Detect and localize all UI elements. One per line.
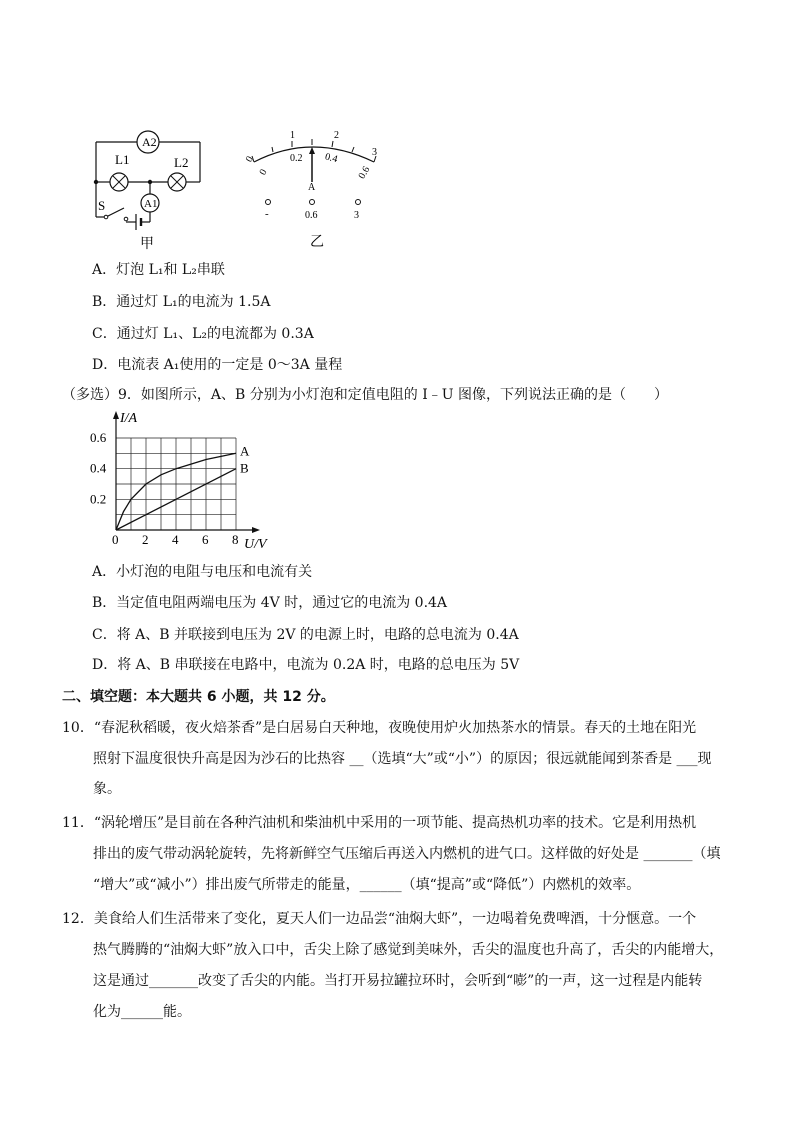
dial-zero-upper: 0 bbox=[243, 154, 256, 165]
svg-text:A2: A2 bbox=[142, 135, 157, 149]
bulb-l2-label: L2 bbox=[174, 155, 189, 170]
figure-caption-yi: 乙 bbox=[310, 235, 324, 250]
terminal-3: 3 bbox=[354, 210, 359, 221]
q11-line-2: 排出的废气带动涡轮旋转，先将新鲜空气压缩后再送入内燃机的进气口。这样做的好处是 _______（填 bbox=[93, 846, 721, 862]
y-axis-label: I/A bbox=[120, 411, 138, 426]
terminal-06: 0.6 bbox=[305, 210, 318, 221]
q8-option-a: A．灯泡 L₁和 L₂串联 bbox=[92, 262, 225, 278]
series-label-a: A bbox=[240, 443, 250, 459]
q10-line-1: 10．“春泥秋稻暖，夜火焙茶香”是白居易白天种地，夜晚使用炉火加热茶水的情景。春天的土地在阳光 bbox=[62, 720, 697, 736]
q12-line-2: 热气腾腾的“油焖大虾”放入口中，舌尖上除了感觉到美味外，舌尖的温度也升高了，舌尖的内能增大， bbox=[93, 942, 724, 958]
q9-option-b: B．当定值电阻两端电压为 4V 时，通过它的电流为 0.4A bbox=[92, 595, 448, 611]
y-tick-label: 0.6 bbox=[90, 430, 107, 445]
series-label-b: B bbox=[240, 460, 249, 476]
terminal-neg: - bbox=[265, 208, 269, 220]
q10-line-3: 象。 bbox=[93, 781, 121, 797]
switch-label: S bbox=[98, 198, 106, 213]
y-tick-label: 0.2 bbox=[90, 491, 107, 507]
bulb-l1-icon bbox=[110, 173, 128, 191]
dial-tick-0.6: 0.6 bbox=[356, 164, 373, 181]
dial-tick-0.4: 0.4 bbox=[323, 151, 339, 166]
svg-text:A1: A1 bbox=[144, 198, 158, 210]
x-tick-label: 6 bbox=[202, 532, 209, 547]
q8-option-d: D．电流表 A₁使用的一定是 0～3A 量程 bbox=[92, 357, 343, 373]
ammeter-a1-icon bbox=[141, 194, 159, 212]
x-tick-label: 4 bbox=[172, 532, 179, 547]
dial-tick-0.2: 0.2 bbox=[290, 153, 303, 164]
dial-unit: A bbox=[308, 182, 316, 193]
dial-tick-1: 1 bbox=[290, 130, 295, 141]
q12-line-4: 化为______能。 bbox=[93, 1004, 191, 1020]
bulb-l2-icon bbox=[168, 173, 186, 191]
circuit-diagram-jia bbox=[88, 122, 218, 252]
y-axis-arrow bbox=[113, 411, 119, 419]
x-axis-label: U/V bbox=[244, 537, 267, 552]
ammeter-dial-yi bbox=[240, 122, 390, 252]
x-tick-label: 0 bbox=[112, 532, 119, 547]
q9-option-a: A．小灯泡的电阻与电压和电流有关 bbox=[92, 564, 313, 580]
x-tick-label: 8 bbox=[232, 532, 239, 547]
y-tick-label: 0.4 bbox=[90, 460, 107, 476]
dial-tick-2: 2 bbox=[334, 130, 339, 141]
dial-tick-3: 3 bbox=[372, 147, 377, 158]
ammeter-a2-icon bbox=[137, 131, 159, 153]
q9-option-c: C．将 A、B 并联接到电压为 2V 的电源上时，电路的总电流为 0.4A bbox=[92, 627, 519, 643]
q10-line-2: 照射下温度很快升高是因为沙石的比热容 __（选填“大”或“小”）的原因；很远就能闻到茶香是 ___现 bbox=[93, 751, 712, 767]
bulb-l1-label: L1 bbox=[115, 152, 130, 167]
figure-caption-jia: 甲 bbox=[140, 237, 154, 252]
x-axis-arrow bbox=[252, 527, 260, 533]
iu-chart bbox=[84, 405, 284, 555]
q8-option-b: B．通过灯 L₁的电流为 1.5A bbox=[92, 294, 271, 310]
q11-line-1: 11．“涡轮增压”是目前在各种汽油机和柴油机中采用的一项节能、提高热机功率的技术。它是利用热机 bbox=[62, 815, 697, 831]
dial-zero-lower: 0 bbox=[257, 167, 270, 178]
q9-option-d: D．将 A、B 串联接在电路中，电流为 0.2A 时，电路的总电压为 5V bbox=[92, 657, 520, 673]
q11-line-3: “增大”或“减小”）排出废气所带走的能量，______（填“提高”或“降低”）内燃机的效率。 bbox=[93, 877, 641, 893]
q12-line-3: 这是通过_______改变了舌尖的内能。当打开易拉罐拉环时，会听到“嘭”的一声，这一过程是内能转 bbox=[93, 973, 703, 989]
q8-option-c: C．通过灯 L₁、L₂的电流都为 0.3A bbox=[92, 326, 314, 342]
x-tick-label: 2 bbox=[142, 532, 149, 547]
q12-line-1: 12．美食给人们生活带来了变化，夏天人们一边品尝“油焖大虾”，一边喝着免费啤酒，十分惬意。一个 bbox=[62, 911, 697, 927]
q9-stem: （多选）9．如图所示，A、B 分别为小灯泡和定值电阻的 I﹣U 图像，下列说法正确的是（ ） bbox=[62, 387, 668, 403]
section2-heading: 二、填空题：本大题共 6 小题，共 12 分。 bbox=[62, 689, 335, 705]
